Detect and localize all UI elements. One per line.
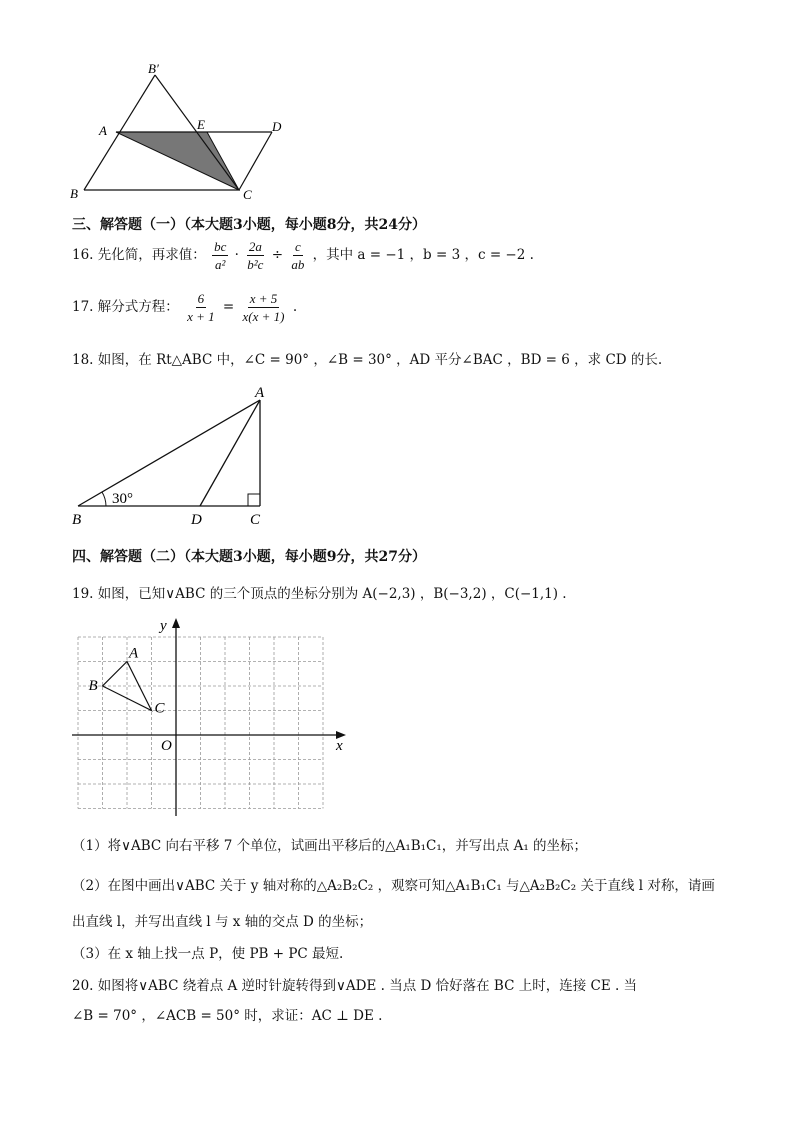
q16-number: 16. [72,247,94,263]
grid-lines [78,637,323,809]
q17-text: 解分式方程： [97,299,179,315]
figure-parallelogram [66,58,296,203]
label-c: C [243,187,252,202]
label-d: D [272,119,282,134]
label-x: x [336,738,343,754]
q16-frac1-den: a² [215,257,226,272]
q17-lhs-den: x + 1 [187,309,215,324]
q19-sub3: （3）在 x 轴上找一点 P，使 PB + PC 最短. [72,946,344,962]
q19-sub1: （1）将∨ABC 向右平移 7 个单位，试画出平移后的△A₁B₁C₁，并写出点 A₁ 的坐标； [72,838,588,854]
q16-frac2-num: 2a [248,239,262,254]
q16-frac3-den: ab [291,257,305,272]
q19-sub2-line1: （2）在图中画出∨ABC 关于 y 轴对称的△A₂B₂C₂ ，观察可知△A₁B₁C₁ 与△A₂B₂C₂ 关于直线 l 对称，请画 [72,878,715,894]
right-angle-mark [248,494,260,506]
q17-rhs [241,290,287,325]
q17-lhs-num: 6 [197,291,205,306]
q16-suffix: ，其中 a = −1 ，b = 3 ，c = −2 . [312,247,534,263]
question-16: 16. 先化简，再求值： $\frac{bc}{\text{a²}}$ · $\frac{2a}{\text{b²c}}$ ÷ $\frac{c}{ab}$ ，其中 a = −1 ，b = 3 ，c = −2 . [72,239,534,272]
q17-eq: = [222,299,235,315]
question-18 [72,348,662,368]
label-b: B [70,186,78,201]
q20-line1: 如图将∨ABC 绕着点 A 逆时针旋转得到∨ADE . 当点 D 恰好落在 BC 上时，连接 CE . 当 [97,978,638,994]
q19-text: 如图，已知∨ABC 的三个顶点的坐标分别为 A(−2,3) ，B(−3,2) ，C(−1,1) . [97,586,567,602]
q17-number: 17. [72,299,94,315]
q16-frac2 [245,238,265,273]
figure-right-triangle [66,382,286,530]
label-b: B [72,512,82,528]
q19-number: 19. [72,586,94,602]
label-b: B [88,678,98,694]
q18-number: 18. [72,352,94,368]
q17-lhs [185,290,217,325]
label-d: D [191,512,202,528]
section3-heading: 三、解答题（一）（本大题3小题，每小题8分，共24分） [72,217,426,233]
question-20-line1 [72,974,637,994]
shaded-triangle [116,132,239,190]
section4-heading: 四、解答题（二）（本大题3小题，每小题9分，共27分） [72,549,426,565]
q17-end: . [292,299,298,315]
label-c: C [250,512,261,528]
q16-frac3-num: c [294,239,301,254]
label-c: C [154,700,165,717]
label-e: E [197,117,205,132]
label-a: A [99,123,107,138]
label-b-prime: B′ [148,61,159,76]
question-19 [72,582,567,602]
q18-text: 如图，在 Rt△ABC 中，∠C = 90° ，∠B = 30° ，AD 平分∠BAC ，BD = 6 ，求 CD 的长. [97,352,663,368]
q16-text: 先化简，再求值： [97,247,206,263]
label-a: A [255,385,265,401]
q16-frac3 [289,238,306,273]
q17-rhs-den: x(x + 1) [242,309,285,324]
label-angle: 30° [112,491,133,507]
q16-op: ÷ [271,247,284,263]
angle-arc [102,492,106,506]
y-axis-arrow-icon [172,618,180,628]
label-o: O [161,738,172,754]
q17-rhs-num: x + 5 [249,291,278,306]
q16-frac2-den: b²c [247,257,264,272]
q16-frac1 [212,238,228,273]
question-20-line2: ∠B = 70° ，∠ACB = 50° 时，求证：AC ⊥ DE . [72,1008,383,1024]
label-a: A [129,645,139,662]
figure-coordinate-grid [66,614,356,824]
label-y: y [160,618,167,634]
q19-sub2-line2: 出直线 l，并写出直线 l 与 x 轴的交点 D 的坐标； [72,914,373,930]
question-17 [72,290,297,325]
q20-number: 20. [72,978,94,994]
q16-frac1-num: bc [214,239,227,254]
